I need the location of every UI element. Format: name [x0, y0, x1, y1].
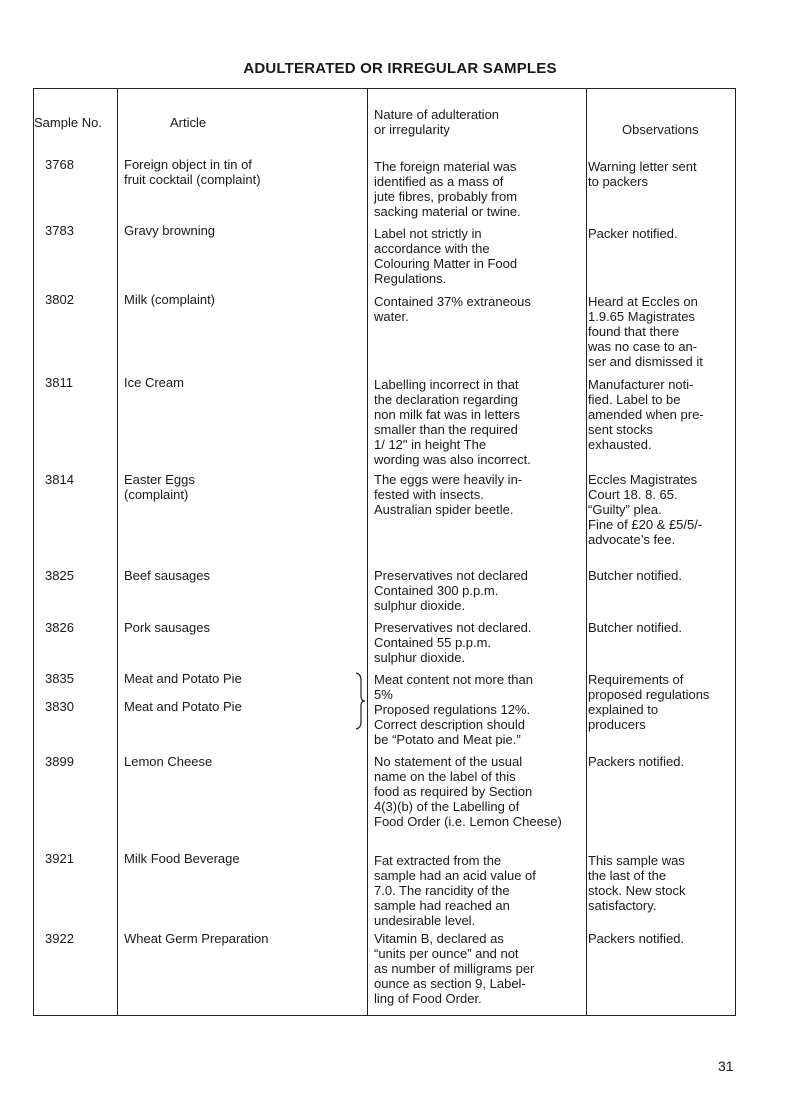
observations-cell: Eccles Magistrates Court 18. 8. 65. “Guilty” plea. Fine of £20 & £5/5/- advocate’s fee.: [588, 472, 703, 547]
sample-number: 3814: [45, 472, 74, 487]
nature-cell: Fat extracted from the sample had an acid value of 7.0. The rancidity of the sample had reached an undesirable level.: [374, 853, 536, 928]
observations-cell: Butcher notified.: [588, 568, 682, 583]
page-title: ADULTERATED OR IRREGULAR SAMPLES: [243, 60, 557, 77]
column-divider: [586, 89, 587, 1015]
nature-cell: Contained 37% extraneous water.: [374, 294, 531, 324]
header-article: Article: [170, 115, 207, 130]
article-cell: Milk (complaint): [124, 292, 216, 307]
article-cell: Easter Eggs (complaint): [124, 472, 195, 502]
page-number: 31: [718, 1058, 734, 1074]
sample-number: 3921: [45, 851, 74, 866]
sample-number: 3768: [45, 157, 74, 172]
article-cell: Meat and Potato Pie Meat and Potato Pie: [124, 671, 242, 714]
nature-cell: Meat content not more than 5% Proposed regulations 12%. Correct description should be “Potato and Meat pie.”: [374, 672, 533, 747]
article-cell: Milk Food Beverage: [124, 851, 240, 866]
article-cell: Gravy browning: [124, 223, 216, 238]
nature-cell: Preservatives not declared Contained 300 p.p.m. sulphur dioxide.: [374, 568, 528, 613]
header-observations: Observations: [622, 122, 699, 137]
article-cell: Ice Cream: [124, 375, 184, 390]
nature-cell: Vitamin B, declared as “units per ounce” and not as number of milligrams per ounce as section 9, Label- ling of Food Order.: [374, 931, 535, 1006]
samples-table: [33, 88, 736, 1016]
sample-number: 3826: [45, 620, 74, 635]
sample-number: 3825: [45, 568, 74, 583]
column-divider: [367, 89, 368, 1015]
article-cell: Foreign object in tin of fruit cocktail (complaint): [124, 157, 261, 187]
sample-number: 3783: [45, 223, 74, 238]
nature-cell: Labelling incorrect in that the declaration regarding non milk fat was in letters smaller than the required 1/ 12" in height The wording was also incorrect.: [374, 377, 531, 467]
observations-cell: This sample was the last of the stock. New stock satisfactory.: [588, 853, 686, 913]
observations-cell: Manufacturer noti- fied. Label to be amended when pre- sent stocks exhausted.: [588, 377, 704, 452]
observations-cell: Requirements of proposed regulations explained to producers: [588, 672, 710, 732]
observations-cell: Packer notified.: [588, 226, 678, 241]
nature-cell: Preservatives not declared. Contained 55 p.p.m. sulphur dioxide.: [374, 620, 532, 665]
sample-number: 3811: [45, 375, 73, 390]
article-cell: Lemon Cheese: [124, 754, 213, 769]
sample-number: 3899: [45, 754, 74, 769]
observations-cell: Packers notified.: [588, 754, 685, 769]
observations-cell: Butcher notified.: [588, 620, 682, 635]
sample-number: 3835 3830: [45, 671, 74, 714]
sample-number: 3802: [45, 292, 74, 307]
nature-cell: The foreign material was identified as a mass of jute fibres, probably from sacking material or twine.: [374, 159, 521, 219]
sample-number: 3922: [45, 931, 74, 946]
header-sample-no: Sample No.: [34, 115, 102, 130]
observations-cell: Packers notified.: [588, 931, 685, 946]
column-divider: [117, 89, 118, 1015]
observations-cell: Warning letter sent to packers: [588, 159, 697, 189]
article-cell: Wheat Germ Preparation: [124, 931, 269, 946]
article-cell: Pork sausages: [124, 620, 210, 635]
nature-cell: No statement of the usual name on the label of this food as required by Section 4(3)(b) of the Labelling of Food Order (i.e. Lemon Cheese): [374, 754, 562, 829]
nature-cell: The eggs were heavily in- fested with insects. Australian spider beetle.: [374, 472, 523, 517]
header-nature: Nature of adulteration or irregularity: [374, 107, 500, 137]
nature-cell: Label not strictly in accordance with the Colouring Matter in Food Regulations.: [374, 226, 518, 286]
article-cell: Beef sausages: [124, 568, 211, 583]
observations-cell: Heard at Eccles on 1.9.65 Magistrates found that there was no case to an- ser and dismissed it: [588, 294, 703, 369]
grouping-brace: [354, 672, 366, 733]
